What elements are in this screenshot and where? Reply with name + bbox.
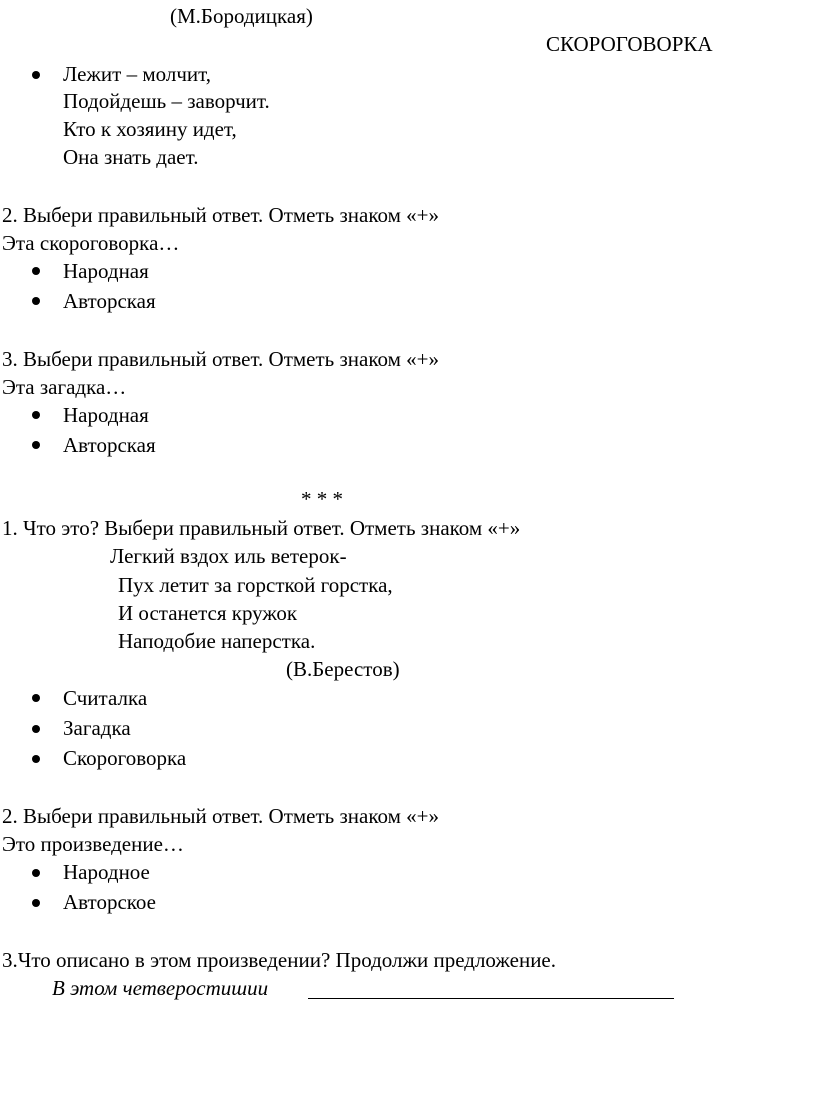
- answer-option[interactable]: Считалка: [63, 686, 148, 710]
- answer-blank-line[interactable]: [308, 998, 674, 999]
- question-text: 2. Выбери правильный ответ. Отметь знаком «+»: [2, 804, 439, 828]
- bullet-icon: [32, 71, 40, 79]
- sentence-start: В этом четверостишии: [52, 976, 269, 1000]
- section-separator: * * *: [301, 487, 343, 511]
- poem-line: Подойдешь – заворчит.: [63, 89, 270, 113]
- bullet-icon: [32, 694, 40, 702]
- bullet-icon: [32, 725, 40, 733]
- bullet-icon: [32, 899, 40, 907]
- answer-option[interactable]: Загадка: [63, 716, 131, 740]
- bullet-icon: [32, 297, 40, 305]
- answer-option[interactable]: Авторская: [63, 433, 156, 457]
- question-text: 3.Что описано в этом произведении? Продолжи предложение.: [2, 948, 556, 972]
- question-prompt: Эта загадка…: [2, 375, 127, 399]
- poem-line: Лежит – молчит,: [63, 62, 211, 86]
- answer-option[interactable]: Авторская: [63, 289, 156, 313]
- page-title: СКОРОГОВОРКА: [546, 32, 713, 56]
- poem-author: (В.Берестов): [286, 657, 400, 681]
- answer-option[interactable]: Народная: [63, 259, 149, 283]
- bullet-icon: [32, 755, 40, 763]
- poem-line: Пух летит за горсткой горстка,: [118, 573, 393, 597]
- poem-line: Легкий вздох иль ветерок-: [110, 544, 347, 568]
- question-prompt: Это произведение…: [2, 832, 184, 856]
- bullet-icon: [32, 441, 40, 449]
- answer-option[interactable]: Народное: [63, 860, 150, 884]
- answer-option[interactable]: Скороговорка: [63, 746, 187, 770]
- poem-line: И останется кружок: [118, 601, 298, 625]
- bullet-icon: [32, 869, 40, 877]
- question-text: 1. Что это? Выбери правильный ответ. Отметь знаком «+»: [2, 516, 521, 540]
- poem-line: Кто к хозяину идет,: [63, 117, 237, 141]
- poem-author: (М.Бородицкая): [170, 4, 313, 28]
- poem-line: Она знать дает.: [63, 145, 199, 169]
- answer-option[interactable]: Народная: [63, 403, 149, 427]
- answer-option[interactable]: Авторское: [63, 890, 156, 914]
- poem-line: Наподобие наперстка.: [118, 629, 316, 653]
- question-text: 3. Выбери правильный ответ. Отметь знаком «+»: [2, 347, 439, 371]
- question-prompt: Эта скороговорка…: [2, 231, 180, 255]
- bullet-icon: [32, 267, 40, 275]
- question-text: 2. Выбери правильный ответ. Отметь знаком «+»: [2, 203, 439, 227]
- bullet-icon: [32, 411, 40, 419]
